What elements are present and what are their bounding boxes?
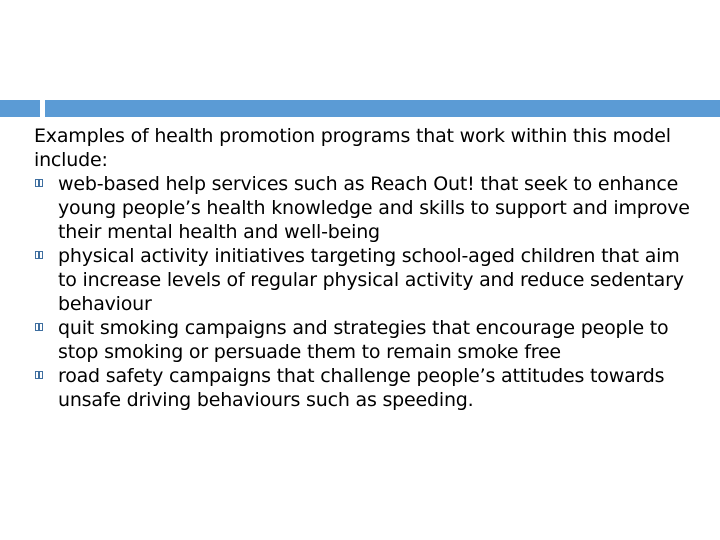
list-item xyxy=(34,244,704,316)
square-bullet-icon xyxy=(35,323,43,331)
square-bullet-icon xyxy=(35,371,43,379)
header-accent-bar-left xyxy=(0,100,40,117)
bullet-text: physical activity initiatives targeting school-aged children that aim to increase levels of regular physical activity and reduce sedentary behaviour xyxy=(58,245,684,315)
slide-body xyxy=(34,124,704,412)
bullet-text: road safety campaigns that challenge people’s attitudes towards unsafe driving behaviours such as speeding. xyxy=(58,365,665,411)
bullet-list xyxy=(34,172,704,412)
square-bullet-icon xyxy=(35,251,43,259)
header-accent-bar-right xyxy=(45,100,720,117)
list-item xyxy=(34,364,704,412)
square-bullet-icon xyxy=(35,179,43,187)
intro-text: Examples of health promotion programs that work within this model include: xyxy=(34,125,671,171)
bullet-text: web-based help services such as Reach Out! that seek to enhance young people’s health knowledge and skills to support and improve their mental health and well-being xyxy=(58,173,690,243)
bullet-text: quit smoking campaigns and strategies that encourage people to stop smoking or persuade them to remain smoke free xyxy=(58,317,669,363)
list-item xyxy=(34,172,704,244)
list-item xyxy=(34,316,704,364)
